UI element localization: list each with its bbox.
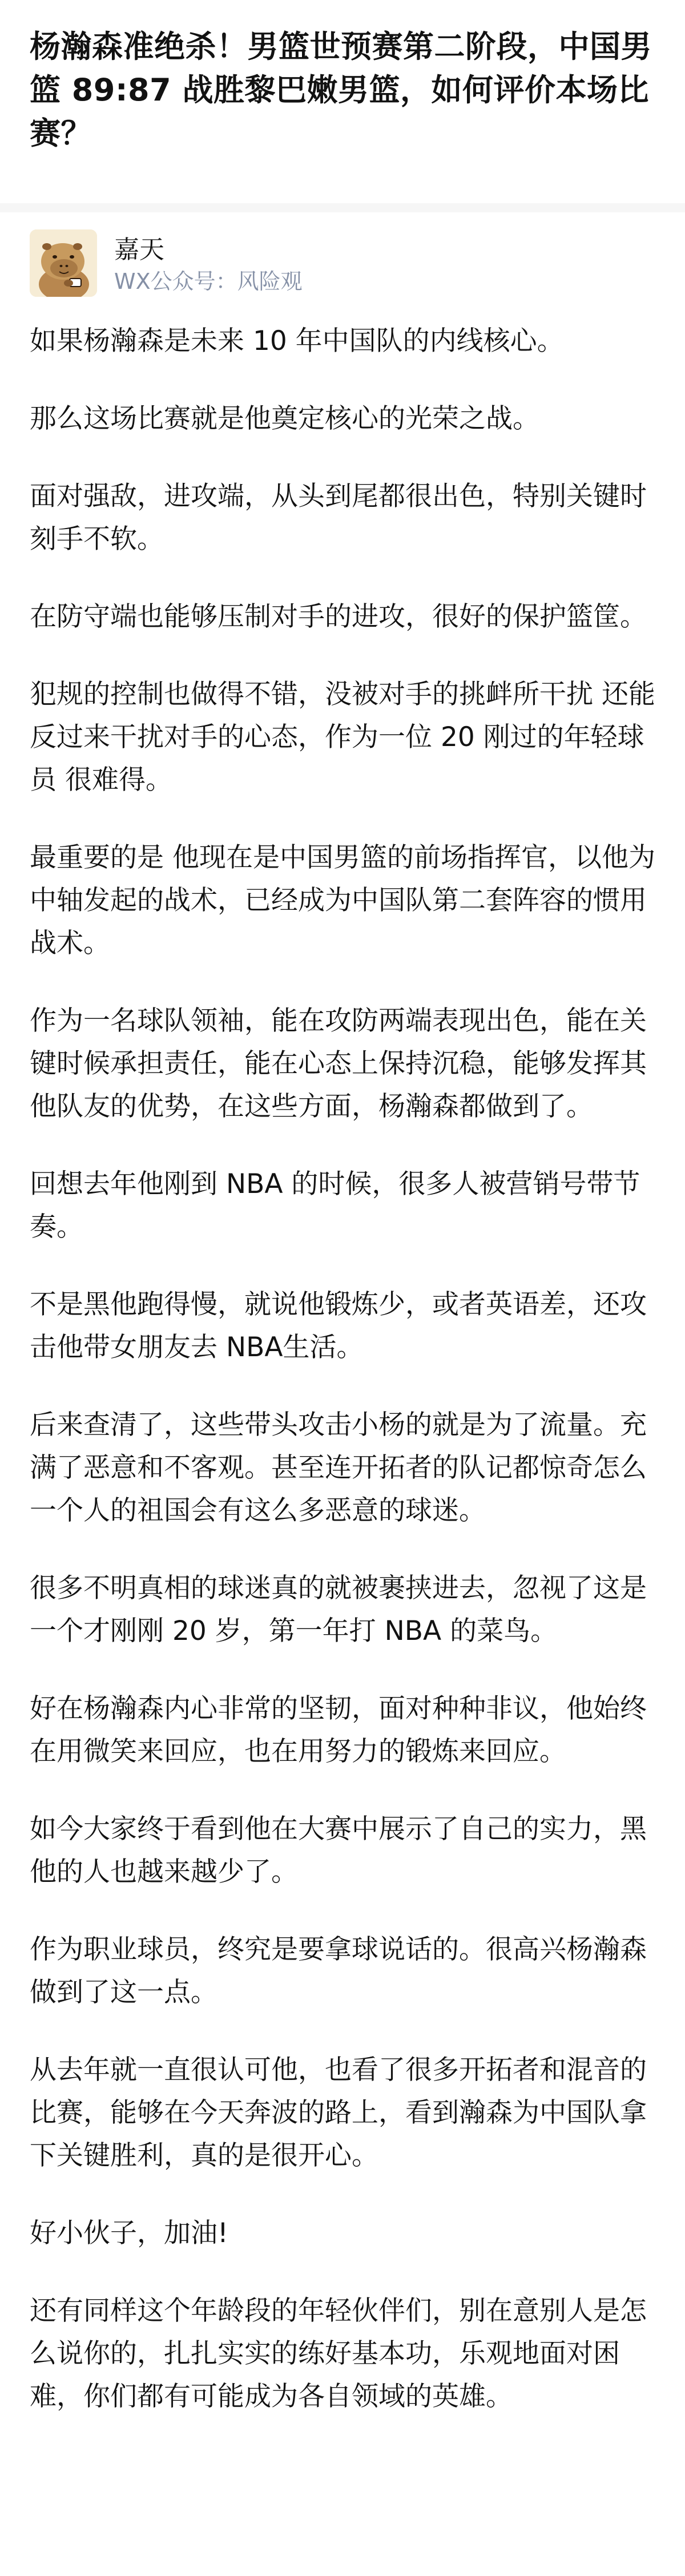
answer-paragraph: 犯规的控制也做得不错，没被对手的挑衅所干扰 还能反过来干扰对手的心态，作为一位 20 刚过的年轻球员 很难得。 xyxy=(30,679,655,796)
answer-paragraph: 好小伙子，加油! xyxy=(30,2218,228,2249)
answer-paragraph: 最重要的是 他现在是中国男篮的前场指挥官，以他为中轴发起的战术，已经成为中国队第二套阵容的惯用战术。 xyxy=(30,842,655,959)
answer-paragraph: 在防守端也能够压制对手的进攻，很好的保护篮筐。 xyxy=(30,601,647,632)
answer-content xyxy=(30,320,663,2453)
capybara-avatar-icon[interactable] xyxy=(30,229,97,297)
answer-paragraph: 如果杨瀚森是未来 10 年中国队的内线核心。 xyxy=(30,325,564,357)
answer-paragraph: 好在杨瀚森内心非常的坚韧，面对种种非议，他始终在用微笑来回应，也在用努力的锻炼来回应。 xyxy=(30,1693,647,1767)
answer-paragraph: 还有同样这个年龄段的年轻伙伴们，别在意别人是怎么说你的，扎扎实实的练好基本功，乐观地面对困难，你们都有可能成为各自领域的英雄。 xyxy=(30,2295,647,2412)
answer-paragraph: 如今大家终于看到他在大赛中展示了自己的实力，黑他的人也越来越少了。 xyxy=(30,1813,647,1888)
answer-paragraph: 从去年就一直很认可他，也看了很多开拓者和混音的比赛，能够在今天奔波的路上，看到瀚森为中国队拿下关键胜利，真的是很开心。 xyxy=(30,2054,647,2171)
answer-paragraph: 面对强敌，进攻端，从头到尾都很出色，特别关键时刻手不软。 xyxy=(30,481,647,555)
author-headline: WX公众号：风险观 xyxy=(114,269,303,294)
answer-paragraph: 后来查清了，这些带头攻击小杨的就是为了流量。充满了恶意和不客观。甚至连开拓者的队记都惊奇怎么一个人的祖国会有这么多恶意的球迷。 xyxy=(30,1409,647,1526)
answer-paragraph: 作为职业球员，终究是要拿球说话的。很高兴杨瀚森做到了这一点。 xyxy=(30,1934,647,2008)
answer-paragraph: 作为一名球队领袖，能在攻防两端表现出色，能在关键时候承担责任，能在心态上保持沉稳，能够发挥其他队友的优势，在这些方面，杨瀚森都做到了。 xyxy=(30,1005,647,1122)
question-title[interactable]: 杨瀚森准绝杀！男篮世预赛第二阶段，中国男篮 89:87 战胜黎巴嫩男篮，如何评价本场比赛？ xyxy=(30,29,652,151)
answer-paragraph: 回想去年他刚到 NBA 的时候，很多人被营销号带节奏。 xyxy=(30,1168,640,1243)
answer-paragraph: 那么这场比赛就是他奠定核心的光荣之战。 xyxy=(30,403,539,434)
answer-paragraph: 很多不明真相的球迷真的就被裹挟进去，忽视了这是一个才刚刚 20 岁，第一年打 NBA 的菜鸟。 xyxy=(30,1573,647,1647)
section-divider xyxy=(0,203,685,212)
author-card xyxy=(30,224,658,304)
answer-paragraph: 不是黑他跑得慢，就说他锻炼少，或者英语差，还攻击他带女朋友去 NBA生活。 xyxy=(30,1289,647,1363)
author-name[interactable]: 嘉天 xyxy=(114,235,164,264)
